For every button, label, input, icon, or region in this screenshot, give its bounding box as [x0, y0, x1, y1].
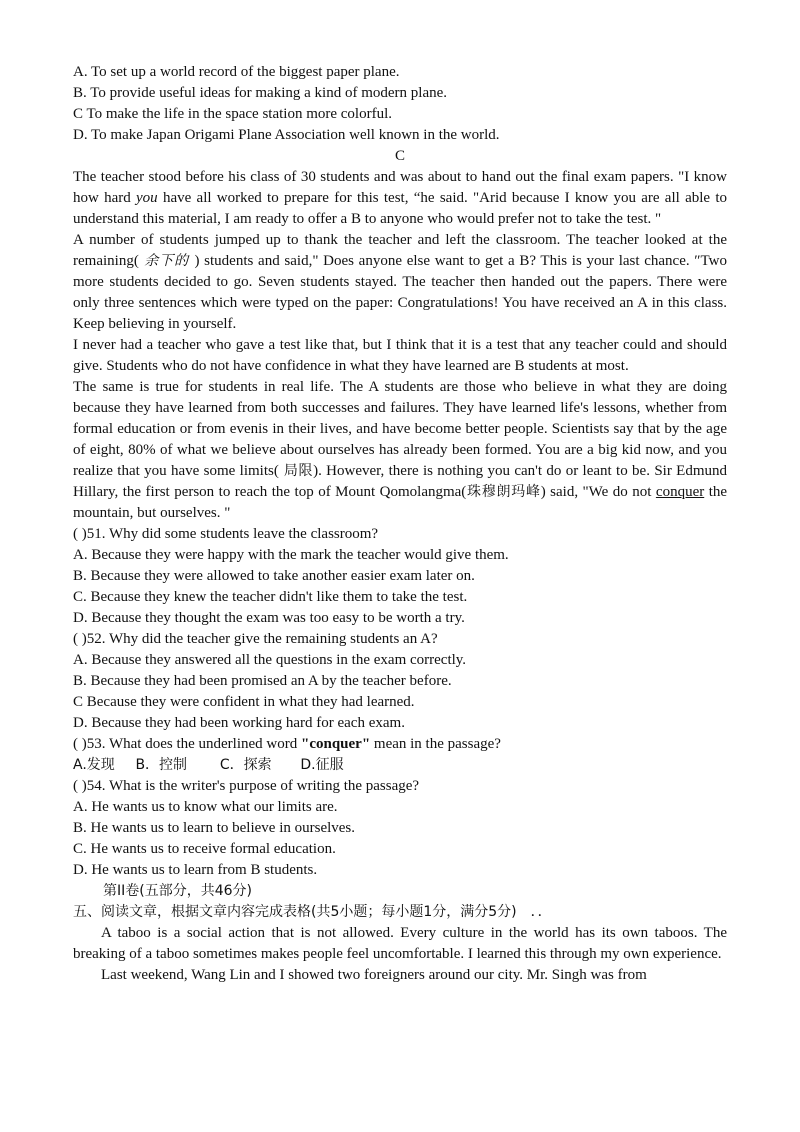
- option-b: B. He wants us to learn to believe in ourselves.: [73, 820, 356, 836]
- option-c: C To make the life in the space station more colorful.: [73, 106, 392, 122]
- option-a: A. Because they were happy with the mark the teacher would give them.: [73, 547, 509, 563]
- option-a: A. To set up a world record of the biggest paper plane.: [73, 64, 400, 80]
- section-five-instruction: 五、阅读文章，根据文章内容完成表格(共5小题；每小题1分，满分5分) ．．: [73, 904, 552, 920]
- text: the mountain, but ourselves. ": [73, 484, 728, 521]
- options-row: [73, 755, 727, 776]
- text: ) students and said," Does anyone else want to get a B? This is your last chance. ″Two more students decided to go. Seven students stayed. The teacher then handed out the papers. There were only three sentences which were typed on the paper: Congratulations! You have received an A in this class. Keep believing in yourself.: [73, 253, 728, 332]
- text: ( )53. What does the underlined word: [73, 736, 301, 752]
- passage-paragraph-1: [73, 167, 727, 230]
- option-b: B. Because they had been promised an A by the teacher before.: [73, 673, 452, 689]
- question-52: [73, 629, 727, 734]
- question-stem: ( )51. Why did some students leave the classroom?: [73, 526, 379, 542]
- option-c: C. He wants us to receive formal education.: [73, 841, 336, 857]
- text: ). However, there is nothing you can't do or leant to be. Sir Edmund Hillary, the first person to reach the top of Mount Qomolangma(: [73, 463, 727, 500]
- option-c: C．探索: [219, 757, 272, 773]
- chinese-gloss: 局限: [278, 463, 314, 479]
- taboo-paragraph-1: A taboo is a social action that is not allowed. Every culture in the world has its own taboos. The breaking of a taboo sometimes makes people feel uncomfortable. I learned this through my own experience.: [73, 925, 727, 962]
- option-a: A.发现: [73, 757, 115, 773]
- previous-question-options: [73, 62, 727, 146]
- option-d: D. He wants us to learn from B students.: [73, 862, 318, 878]
- question-54: [73, 776, 727, 881]
- option-c: C. Because they knew the teacher didn't like them to take the test.: [73, 589, 468, 605]
- option-a: A. He wants us to know what our limits are.: [73, 799, 338, 815]
- underlined-word-conquer: conquer: [655, 484, 705, 500]
- question-53: [73, 734, 727, 776]
- exam-page: [73, 62, 727, 986]
- text: The same is true for students in real life. The A students are those who believe in what they are doing because they have learned from both successes and failures. They have learned life's lessons, whether from formal education or from evenis in their lives, and have become better people. Scientists say that by the age of eight, 80% of what we believe about ourselves has already been formed. You are a big kid now, and you realize that you have some limits(: [73, 379, 727, 479]
- passage-paragraph-4: [73, 377, 727, 524]
- part-two-heading: 第II卷(五部分，共46分): [103, 883, 252, 899]
- reading-passage-c: [73, 167, 727, 524]
- option-c: C Because they were confident in what they had learned.: [73, 694, 415, 710]
- question-stem: ( )54. What is the writer's purpose of writing the passage?: [73, 778, 420, 794]
- text: The teacher stood before his class of 30 students and was about to hand out the final exam papers. "I know how hard: [73, 169, 727, 206]
- italic-word-you: you: [136, 190, 158, 206]
- passage-paragraph-3: I never had a teacher who gave a test like that, but I think that it is a test that any teacher could and should give. Students who do not have confidence in what they have learned are B students at most.: [73, 337, 727, 374]
- section-heading-c: C: [394, 148, 405, 164]
- option-b: B．控制: [135, 757, 188, 773]
- question-stem: [73, 734, 727, 755]
- option-d: D. Because they had been working hard for each exam.: [73, 715, 405, 731]
- option-b: B. To provide useful ideas for making a kind of modern plane.: [73, 85, 448, 101]
- question-stem: ( )52. Why did the teacher give the remaining students an A?: [73, 631, 438, 647]
- option-a: A. Because they answered all the questions in the exam correctly.: [73, 652, 467, 668]
- chinese-gloss: 余下的: [138, 253, 195, 269]
- passage-paragraph-2: [73, 230, 727, 335]
- option-b: B. Because they were allowed to take another easier exam later on.: [73, 568, 475, 584]
- question-51: [73, 524, 727, 629]
- text: A number of students jumped up to thank the teacher and left the classroom. The teacher looked at the remaining(: [73, 232, 727, 269]
- taboo-paragraph-2: Last weekend, Wang Lin and I showed two foreigners around our city. Mr. Singh was from: [101, 967, 647, 983]
- option-d: D. Because they thought the exam was too easy to be worth a try.: [73, 610, 465, 626]
- chinese-gloss: 珠穆朗玛峰: [466, 484, 541, 500]
- option-d: D. To make Japan Origami Plane Association well known in the world.: [73, 127, 500, 143]
- text: mean in the passage?: [370, 736, 501, 752]
- option-d: D.征服: [300, 757, 344, 773]
- text: have all worked to prepare for this test, “he said. "Arid because I know you are all able to understand this material, I am ready to offer a B to anyone who would prefer not to take the test. ": [73, 190, 727, 227]
- text: ) said, "We do not: [540, 484, 656, 500]
- bold-word-conquer: "conquer": [301, 736, 371, 752]
- taboo-passage: [73, 923, 727, 986]
